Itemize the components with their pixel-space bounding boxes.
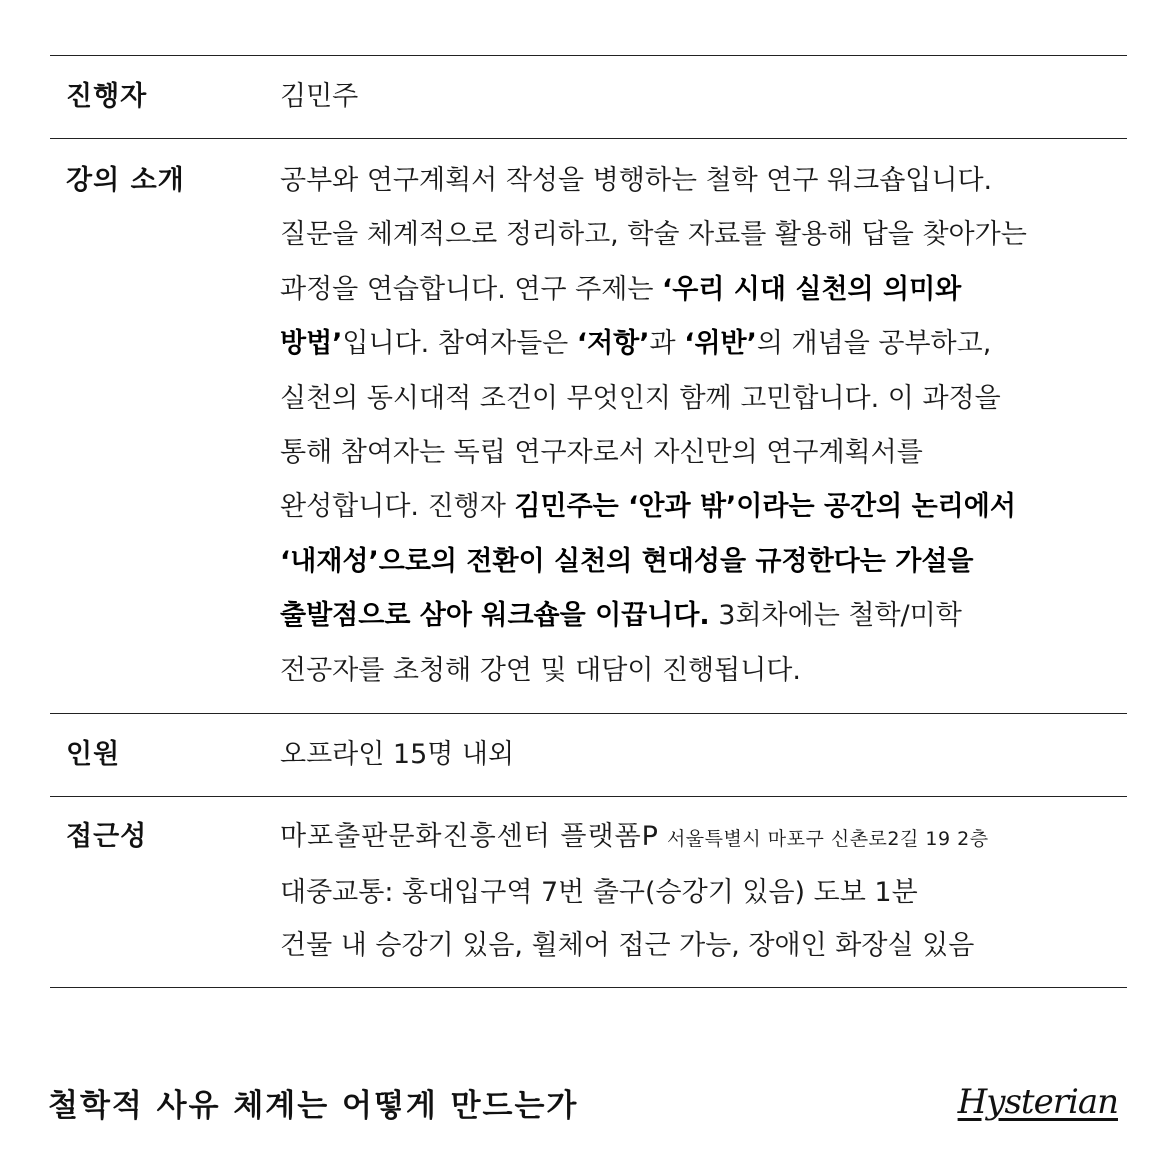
- intro-text: 질문을 체계적으로 정리하고, 학술 자료를 활용해 답을 찾아가는: [280, 219, 1027, 251]
- intro-emphasis: 김민주는 ‘안과 밖’이라는 공간의 논리에서: [514, 491, 1016, 523]
- host-value: 김민주: [280, 81, 359, 112]
- intro-text: 실천의 동시대적 조건이 무엇인지 함께 고민합니다. 이 과정을: [280, 382, 1001, 414]
- intro-text: 3회차에는 철학/미학: [709, 600, 962, 632]
- intro-line: [280, 317, 1127, 371]
- access-label: 접근성: [66, 821, 148, 853]
- access-body: [280, 810, 1127, 972]
- row-intro: [50, 138, 1127, 713]
- intro-emphasis: ‘우리 시대 실천의 의미와: [661, 273, 962, 305]
- intro-line: [280, 480, 1127, 534]
- intro-emphasis: ‘저항’: [576, 328, 650, 360]
- intro-line: [280, 154, 1127, 208]
- host-label: 진행자: [66, 81, 148, 112]
- footer-title: 철학적 사유 체계는 어떻게 만드는가: [48, 1087, 579, 1124]
- intro-text: 입니다. 참여자들은: [342, 328, 577, 360]
- facilities-line: 건물 내 승강기 있음, 휠체어 접근 가능, 장애인 화장실 있음: [280, 930, 975, 962]
- intro-line: [280, 589, 1127, 643]
- capacity-label: 인원: [66, 739, 121, 771]
- intro-label: 강의 소개: [66, 165, 185, 196]
- intro-line: [280, 426, 1127, 480]
- intro-body: [280, 154, 1127, 698]
- intro-line: [280, 208, 1127, 262]
- intro-text: 과: [649, 328, 685, 360]
- intro-emphasis: ‘위반’: [684, 328, 757, 360]
- intro-text: 완성합니다. 진행자: [280, 491, 515, 523]
- intro-line: [280, 535, 1127, 589]
- row-capacity: [50, 713, 1127, 796]
- intro-line: [280, 372, 1127, 426]
- intro-text: 전공자를 초청해 강연 및 대담이 진행됩니다.: [280, 654, 801, 686]
- intro-text: 과정을 연습합니다. 연구 주제는: [280, 273, 662, 305]
- capacity-value: 오프라인 15명 내외: [280, 739, 515, 771]
- intro-emphasis: 출발점으로 삼아 워크숍을 이끕니다.: [280, 600, 710, 632]
- intro-line: [280, 263, 1127, 317]
- venue-address: 서울특별시 마포구 신촌로2길 19 2층: [666, 828, 989, 851]
- row-access: [50, 796, 1127, 988]
- venue-name: 마포출판문화진흥센터 플랫폼P: [280, 821, 659, 853]
- footer: [48, 1072, 1118, 1132]
- intro-text: 통해 참여자는 독립 연구자로서 자신만의 연구계획서를: [280, 437, 923, 469]
- row-host: [50, 55, 1127, 138]
- intro-emphasis: 방법’: [280, 328, 343, 360]
- intro-text: 의 개념을 공부하고,: [756, 328, 992, 360]
- intro-emphasis: ‘내재성’으로의 전환이 실천의 현대성을 규정한다는 가설을: [280, 545, 974, 577]
- hysterian-logo: Hysterian: [957, 1082, 1118, 1122]
- info-table: [50, 55, 1127, 988]
- intro-line: [280, 644, 1127, 698]
- transit-line: 대중교통: 홍대입구역 7번 출구(승강기 있음) 도보 1분: [280, 877, 918, 909]
- venue-line: [280, 810, 1127, 866]
- intro-text: 공부와 연구계획서 작성을 병행하는 철학 연구 워크숍입니다.: [280, 165, 993, 196]
